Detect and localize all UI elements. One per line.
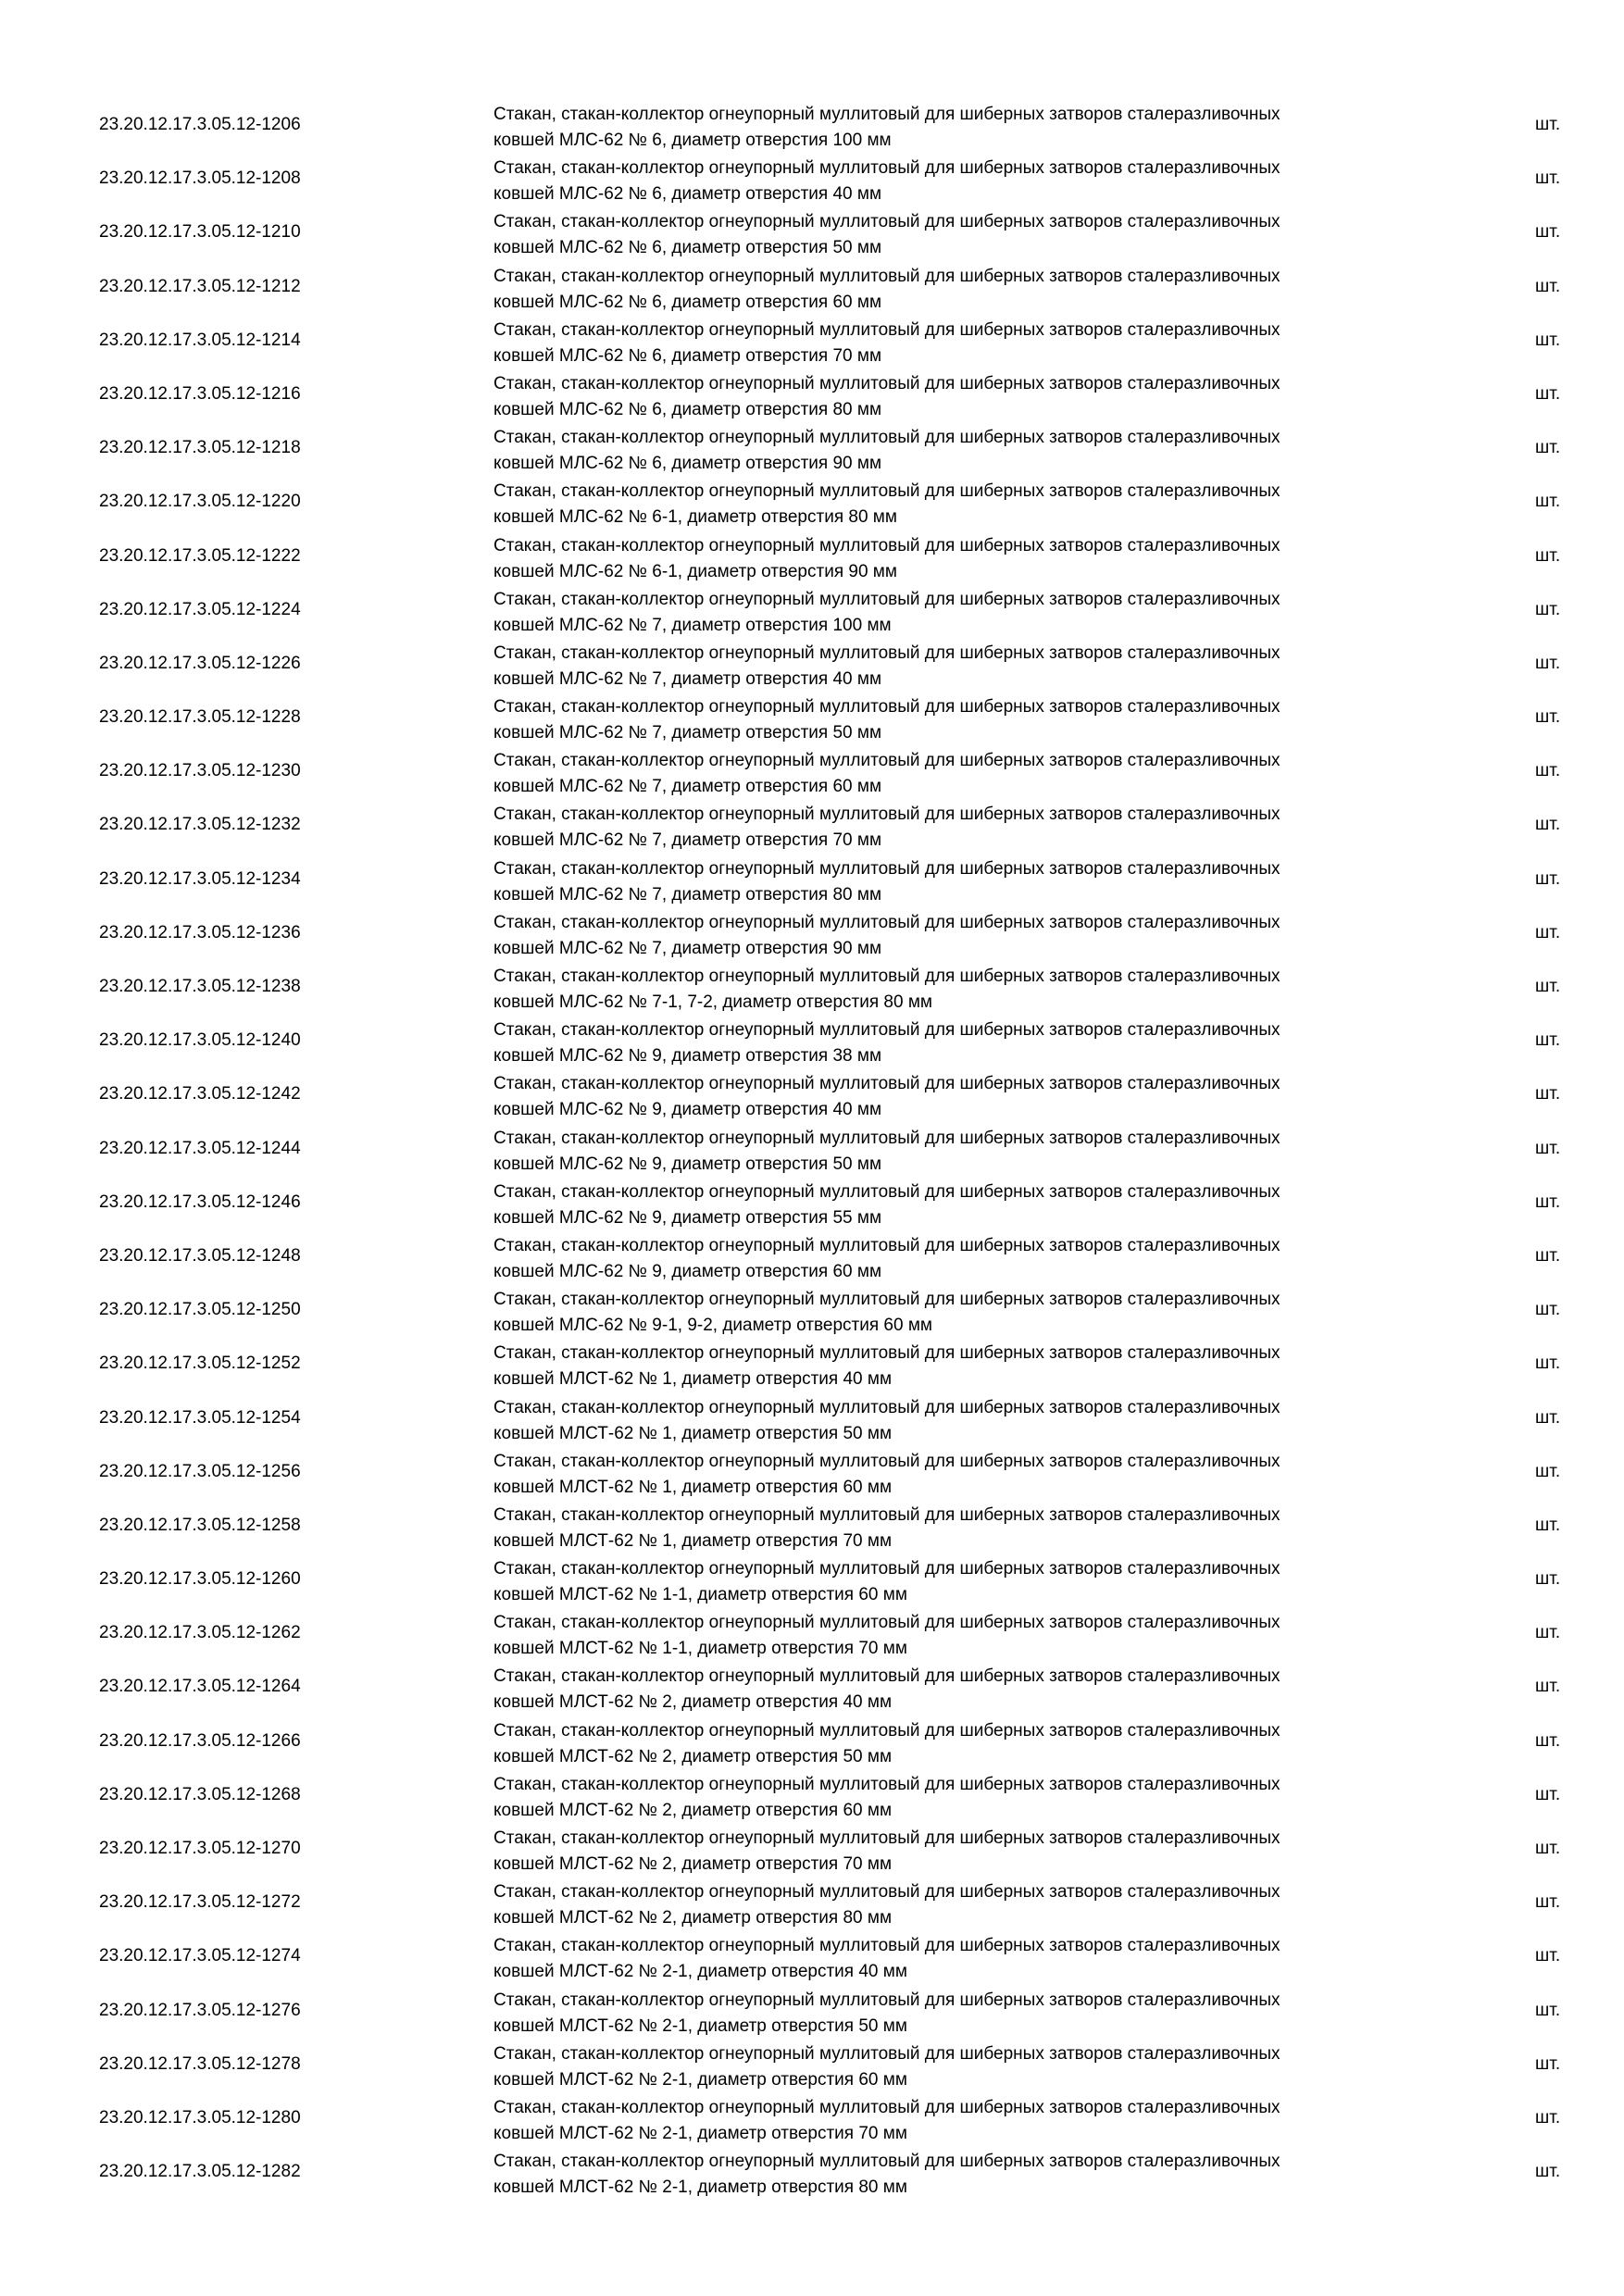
- item-code: 23.20.12.17.3.05.12-1222: [99, 545, 301, 566]
- table-row: [0, 2040, 1624, 2093]
- table-row: [0, 1285, 1624, 1339]
- table-row: [0, 1770, 1624, 1824]
- description-line: ковшей МЛС-62 № 6, диаметр отверстия 80 мм: [493, 399, 882, 419]
- item-description: [493, 856, 1419, 908]
- description-line: ковшей МЛСТ-62 № 2, диаметр отверстия 40 мм: [493, 1692, 893, 1713]
- item-unit: шт.: [1535, 115, 1561, 134]
- item-code: 23.20.12.17.3.05.12-1248: [99, 1245, 301, 1266]
- description-line: ковшей МЛС-62 № 9, диаметр отверстия 38 мм: [493, 1046, 882, 1067]
- item-code: 23.20.12.17.3.05.12-1230: [99, 761, 301, 781]
- table-row: [0, 693, 1624, 746]
- description-line: Стакан, стакан-коллектор огнеупорный муллитовый для шиберных затворов сталеразливочных: [493, 697, 1280, 718]
- item-unit: шт.: [1535, 1245, 1561, 1266]
- item-unit: шт.: [1535, 1084, 1561, 1104]
- description-line: ковшей МЛСТ-62 № 2-1, диаметр отверстия 40 мм: [493, 1962, 907, 1982]
- table-row: [0, 1178, 1624, 1231]
- item-unit: шт.: [1535, 761, 1561, 781]
- description-line: ковшей МЛС-62 № 7, диаметр отверстия 40 мм: [493, 668, 882, 689]
- table-row: [0, 423, 1624, 477]
- item-code: 23.20.12.17.3.05.12-1272: [99, 1892, 301, 1913]
- item-unit: шт.: [1535, 1461, 1561, 1481]
- description-line: Стакан, стакан-коллектор огнеупорный муллитовый для шиберных затворов сталеразливочных: [493, 373, 1280, 393]
- table-row: [0, 1231, 1624, 1285]
- description-line: ковшей МЛС-62 № 7, диаметр отверстия 100 мм: [493, 615, 892, 635]
- item-description: [493, 425, 1419, 477]
- item-unit: шт.: [1535, 1138, 1561, 1158]
- description-line: Стакан, стакан-коллектор огнеупорный муллитовый для шиберных затворов сталеразливочных: [493, 1774, 1280, 1794]
- description-line: Стакан, стакан-коллектор огнеупорный муллитовый для шиберных затворов сталеразливочных: [493, 967, 1280, 986]
- description-line: ковшей МЛС-62 № 6, диаметр отверстия 90 мм: [493, 454, 882, 474]
- item-description: [493, 102, 1419, 154]
- item-code: 23.20.12.17.3.05.12-1262: [99, 1623, 301, 1643]
- description-line: Стакан, стакан-коллектор огнеупорный муллитовый для шиберных затворов сталеразливочных: [493, 805, 1280, 825]
- table-row: [0, 1554, 1624, 1608]
- item-unit: шт.: [1535, 1839, 1561, 1858]
- price-table: [0, 100, 1624, 2201]
- item-code: 23.20.12.17.3.05.12-1238: [99, 977, 301, 996]
- description-line: Стакан, стакан-коллектор огнеупорный муллитовый для шиберных затворов сталеразливочных: [493, 1504, 1280, 1525]
- description-line: Стакан, стакан-коллектор огнеупорный муллитовый для шиберных затворов сталеразливочных: [493, 1235, 1280, 1255]
- table-row: [0, 369, 1624, 423]
- item-code: 23.20.12.17.3.05.12-1254: [99, 1407, 301, 1428]
- table-row: [0, 1501, 1624, 1554]
- item-description: [493, 533, 1419, 585]
- item-unit: шт.: [1535, 1946, 1561, 1966]
- item-description: [493, 748, 1419, 800]
- description-line: Стакан, стакан-коллектор огнеупорный муллитовый для шиберных затворов сталеразливочных: [493, 1020, 1280, 1041]
- description-line: Стакан, стакан-коллектор огнеупорный муллитовый для шиберных затворов сталеразливочных: [493, 1720, 1280, 1741]
- table-row: [0, 100, 1624, 154]
- item-description: [493, 1395, 1419, 1447]
- description-line: ковшей МЛС-62 № 9, диаметр отверстия 60 мм: [493, 1261, 882, 1281]
- item-code: 23.20.12.17.3.05.12-1210: [99, 222, 301, 243]
- table-row: [0, 1878, 1624, 1931]
- item-code: 23.20.12.17.3.05.12-1242: [99, 1084, 301, 1104]
- item-description: [493, 694, 1419, 746]
- item-description: [493, 964, 1419, 1016]
- description-line: ковшей МЛСТ-62 № 2-1, диаметр отверстия 50 мм: [493, 2015, 907, 2036]
- item-code: 23.20.12.17.3.05.12-1212: [99, 276, 301, 296]
- item-description: [493, 1988, 1419, 2040]
- item-unit: шт.: [1535, 330, 1561, 350]
- item-description: [493, 371, 1419, 423]
- description-line: Стакан, стакан-коллектор огнеупорный муллитовый для шиберных затворов сталеразливочных: [493, 1074, 1280, 1094]
- description-line: ковшей МЛС-62 № 7, диаметр отверстия 80 мм: [493, 884, 882, 905]
- item-description: [493, 1664, 1419, 1716]
- item-unit: шт.: [1535, 977, 1561, 996]
- table-row: [0, 1124, 1624, 1178]
- item-code: 23.20.12.17.3.05.12-1234: [99, 868, 301, 889]
- item-unit: шт.: [1535, 1407, 1561, 1428]
- item-description: [493, 209, 1419, 261]
- description-line: ковшей МЛСТ-62 № 1, диаметр отверстия 70 мм: [493, 1530, 893, 1551]
- description-line: ковшей МЛСТ-62 № 2, диаметр отверстия 60 мм: [493, 1800, 893, 1820]
- description-line: ковшей МЛСТ-62 № 1-1, диаметр отверстия 70 мм: [493, 1639, 907, 1659]
- item-unit: шт.: [1535, 276, 1561, 296]
- item-unit: шт.: [1535, 2053, 1561, 2074]
- description-line: ковшей МЛС-62 № 7, диаметр отверстия 60 мм: [493, 777, 882, 797]
- description-line: Стакан, стакан-коллектор огнеупорный муллитовый для шиберных затворов сталеразливочных: [493, 1397, 1280, 1417]
- description-line: Стакан, стакан-коллектор огнеупорный муллитовый для шиберных затворов сталеразливочных: [493, 481, 1280, 502]
- item-unit: шт.: [1535, 922, 1561, 942]
- item-code: 23.20.12.17.3.05.12-1224: [99, 599, 301, 619]
- description-line: Стакан, стакан-коллектор огнеупорный муллитовый для шиберных затворов сталеразливочных: [493, 1828, 1280, 1848]
- description-line: ковшей МЛС-62 № 6, диаметр отверстия 40 мм: [493, 184, 882, 205]
- description-line: ковшей МЛС-62 № 9, диаметр отверстия 40 мм: [493, 1100, 882, 1120]
- table-row: [0, 962, 1624, 1016]
- item-code: 23.20.12.17.3.05.12-1280: [99, 2107, 301, 2128]
- description-line: ковшей МЛС-62 № 9-1, 9-2, диаметр отверстия 60 мм: [493, 1316, 932, 1336]
- item-description: [493, 2149, 1419, 2201]
- item-description: [493, 1933, 1419, 1985]
- item-unit: шт.: [1535, 168, 1561, 189]
- table-row: [0, 477, 1624, 530]
- item-unit: шт.: [1535, 1569, 1561, 1590]
- item-code: 23.20.12.17.3.05.12-1226: [99, 653, 301, 673]
- item-code: 23.20.12.17.3.05.12-1246: [99, 1192, 301, 1212]
- item-unit: шт.: [1535, 1515, 1561, 1535]
- item-code: 23.20.12.17.3.05.12-1260: [99, 1569, 301, 1590]
- item-description: [493, 1071, 1419, 1123]
- item-unit: шт.: [1535, 2107, 1561, 2128]
- item-description: [493, 1179, 1419, 1231]
- item-description: [493, 479, 1419, 530]
- description-line: ковшей МЛСТ-62 № 2-1, диаметр отверстия 70 мм: [493, 2123, 907, 2143]
- table-row: [0, 639, 1624, 693]
- item-description: [493, 1233, 1419, 1285]
- item-code: 23.20.12.17.3.05.12-1250: [99, 1300, 301, 1320]
- item-description: [493, 2095, 1419, 2147]
- table-row: [0, 1716, 1624, 1770]
- description-line: Стакан, стакан-коллектор огнеупорный муллитовый для шиберных затворов сталеразливочных: [493, 858, 1280, 879]
- item-description: [493, 587, 1419, 639]
- item-unit: шт.: [1535, 492, 1561, 512]
- table-row: [0, 800, 1624, 854]
- table-row: [0, 1393, 1624, 1447]
- item-description: [493, 156, 1419, 207]
- item-unit: шт.: [1535, 1730, 1561, 1751]
- item-code: 23.20.12.17.3.05.12-1264: [99, 1677, 301, 1697]
- item-unit: шт.: [1535, 815, 1561, 835]
- table-row: [0, 1016, 1624, 1069]
- description-line: Стакан, стакан-коллектор огнеупорный муллитовый для шиберных затворов сталеразливочных: [493, 1451, 1280, 1471]
- description-line: Стакан, стакан-коллектор огнеупорный муллитовый для шиберных затворов сталеразливочных: [493, 1613, 1280, 1633]
- table-row: [0, 908, 1624, 962]
- table-row: [0, 1931, 1624, 1985]
- description-line: Стакан, стакан-коллектор огнеупорный муллитовый для шиберных затворов сталеразливочных: [493, 158, 1280, 179]
- item-unit: шт.: [1535, 868, 1561, 889]
- table-row: [0, 1824, 1624, 1878]
- description-line: ковшей МЛСТ-62 № 1, диаметр отверстия 60 мм: [493, 1477, 893, 1497]
- item-code: 23.20.12.17.3.05.12-1278: [99, 2053, 301, 2074]
- description-line: ковшей МЛСТ-62 № 2, диаметр отверстия 80 мм: [493, 1908, 893, 1928]
- table-row: [0, 154, 1624, 207]
- item-code: 23.20.12.17.3.05.12-1270: [99, 1839, 301, 1858]
- table-row: [0, 207, 1624, 261]
- description-line: ковшей МЛС-62 № 6, диаметр отверстия 50 мм: [493, 238, 882, 258]
- item-code: 23.20.12.17.3.05.12-1232: [99, 815, 301, 835]
- table-row: [0, 1339, 1624, 1392]
- description-line: ковшей МЛСТ-62 № 1, диаметр отверстия 50 мм: [493, 1423, 893, 1443]
- item-code: 23.20.12.17.3.05.12-1244: [99, 1138, 301, 1158]
- item-code: 23.20.12.17.3.05.12-1220: [99, 492, 301, 512]
- description-line: Стакан, стакан-коллектор огнеупорный муллитовый для шиберных затворов сталеразливочных: [493, 2043, 1280, 2064]
- description-line: ковшей МЛСТ-62 № 1, диаметр отверстия 40 мм: [493, 1369, 893, 1390]
- item-description: [493, 1017, 1419, 1069]
- description-line: Стакан, стакан-коллектор огнеупорный муллитовый для шиберных затворов сталеразливочных: [493, 1666, 1280, 1687]
- item-unit: шт.: [1535, 222, 1561, 243]
- description-line: ковшей МЛС-62 № 9, диаметр отверстия 55 мм: [493, 1207, 882, 1228]
- item-description: [493, 1826, 1419, 1878]
- item-code: 23.20.12.17.3.05.12-1208: [99, 168, 301, 189]
- table-row: [0, 262, 1624, 316]
- description-line: Стакан, стакан-коллектор огнеупорный муллитовый для шиберных затворов сталеразливочных: [493, 1128, 1280, 1148]
- item-code: 23.20.12.17.3.05.12-1276: [99, 2000, 301, 2020]
- description-line: Стакан, стакан-коллектор огнеупорный муллитовый для шиберных затворов сталеразливочных: [493, 2097, 1280, 2117]
- description-line: ковшей МЛС-62 № 7, диаметр отверстия 90 мм: [493, 938, 882, 958]
- description-line: ковшей МЛС-62 № 6, диаметр отверстия 70 мм: [493, 345, 882, 366]
- item-description: [493, 1287, 1419, 1339]
- item-description: [493, 1449, 1419, 1501]
- description-line: Стакан, стакан-коллектор огнеупорный муллитовый для шиберных затворов сталеразливочных: [493, 1559, 1280, 1579]
- item-description: [493, 318, 1419, 369]
- item-description: [493, 641, 1419, 693]
- table-row: [0, 1447, 1624, 1501]
- description-line: ковшей МЛС-62 № 6, диаметр отверстия 60 мм: [493, 292, 882, 312]
- item-code: 23.20.12.17.3.05.12-1268: [99, 1784, 301, 1804]
- description-line: ковшей МЛС-62 № 7, диаметр отверстия 70 мм: [493, 830, 882, 851]
- description-line: Стакан, стакан-коллектор огнеупорный муллитовый для шиберных затворов сталеразливочных: [493, 751, 1280, 771]
- description-line: ковшей МЛС-62 № 6-1, диаметр отверстия 80 мм: [493, 507, 897, 528]
- item-description: [493, 1341, 1419, 1392]
- item-description: [493, 1772, 1419, 1824]
- item-code: 23.20.12.17.3.05.12-1274: [99, 1946, 301, 1966]
- item-unit: шт.: [1535, 1192, 1561, 1212]
- table-row: [0, 1069, 1624, 1123]
- item-code: 23.20.12.17.3.05.12-1218: [99, 438, 301, 458]
- description-line: Стакан, стакан-коллектор огнеупорный муллитовый для шиберных затворов сталеразливочных: [493, 428, 1280, 448]
- item-description: [493, 910, 1419, 962]
- item-code: 23.20.12.17.3.05.12-1228: [99, 707, 301, 728]
- item-description: [493, 802, 1419, 854]
- description-line: ковшей МЛСТ-62 № 2, диаметр отверстия 70 мм: [493, 1854, 893, 1874]
- item-unit: шт.: [1535, 707, 1561, 728]
- description-line: Стакан, стакан-коллектор огнеупорный муллитовый для шиберных затворов сталеразливочных: [493, 266, 1280, 286]
- description-line: Стакан, стакан-коллектор огнеупорный муллитовый для шиберных затворов сталеразливочных: [493, 319, 1280, 340]
- item-unit: шт.: [1535, 2162, 1561, 2182]
- item-code: 23.20.12.17.3.05.12-1256: [99, 1461, 301, 1481]
- item-unit: шт.: [1535, 383, 1561, 404]
- item-unit: шт.: [1535, 653, 1561, 673]
- item-unit: шт.: [1535, 1784, 1561, 1804]
- item-description: [493, 1556, 1419, 1608]
- item-unit: шт.: [1535, 1623, 1561, 1643]
- description-line: Стакан, стакан-коллектор огнеупорный муллитовый для шиберных затворов сталеразливочных: [493, 1290, 1280, 1310]
- description-line: ковшей МЛСТ-62 № 1-1, диаметр отверстия 60 мм: [493, 1585, 907, 1605]
- description-line: Стакан, стакан-коллектор огнеупорный муллитовый для шиберных затворов сталеразливочных: [493, 1343, 1280, 1364]
- description-line: ковшей МЛСТ-62 № 2-1, диаметр отверстия 80 мм: [493, 2177, 907, 2198]
- item-unit: шт.: [1535, 1677, 1561, 1697]
- item-description: [493, 264, 1419, 316]
- table-row: [0, 531, 1624, 585]
- item-unit: шт.: [1535, 1300, 1561, 1320]
- description-line: Стакан, стакан-коллектор огнеупорный муллитовый для шиберных затворов сталеразливочных: [493, 2152, 1280, 2172]
- item-unit: шт.: [1535, 1354, 1561, 1374]
- item-code: 23.20.12.17.3.05.12-1282: [99, 2162, 301, 2182]
- item-code: 23.20.12.17.3.05.12-1214: [99, 330, 301, 350]
- table-row: [0, 1662, 1624, 1716]
- item-code: 23.20.12.17.3.05.12-1216: [99, 383, 301, 404]
- item-description: [493, 1503, 1419, 1554]
- description-line: ковшей МЛС-62 № 7-1, 7-2, диаметр отверстия 80 мм: [493, 992, 932, 1012]
- item-code: 23.20.12.17.3.05.12-1236: [99, 922, 301, 942]
- item-unit: шт.: [1535, 2000, 1561, 2020]
- item-code: 23.20.12.17.3.05.12-1240: [99, 1030, 301, 1051]
- item-description: [493, 1879, 1419, 1931]
- item-unit: шт.: [1535, 1030, 1561, 1051]
- table-row: [0, 1986, 1624, 2040]
- table-row: [0, 2093, 1624, 2147]
- item-description: [493, 1126, 1419, 1178]
- item-unit: шт.: [1535, 545, 1561, 566]
- item-code: 23.20.12.17.3.05.12-1252: [99, 1354, 301, 1374]
- description-line: Стакан, стакан-коллектор огнеупорный муллитовый для шиберных затворов сталеразливочных: [493, 589, 1280, 609]
- item-unit: шт.: [1535, 599, 1561, 619]
- description-line: Стакан, стакан-коллектор огнеупорный муллитовый для шиберных затворов сталеразливочных: [493, 212, 1280, 232]
- item-code: 23.20.12.17.3.05.12-1266: [99, 1730, 301, 1751]
- item-description: [493, 2041, 1419, 2093]
- description-line: Стакан, стакан-коллектор огнеупорный муллитовый для шиберных затворов сталеразливочных: [493, 643, 1280, 663]
- description-line: Стакан, стакан-коллектор огнеупорный муллитовый для шиберных затворов сталеразливочных: [493, 1936, 1280, 1956]
- description-line: Стакан, стакан-коллектор огнеупорный муллитовый для шиберных затворов сталеразливочных: [493, 105, 1280, 124]
- description-line: ковшей МЛС-62 № 6-1, диаметр отверстия 90 мм: [493, 561, 897, 581]
- description-line: Стакан, стакан-коллектор огнеупорный муллитовый для шиберных затворов сталеразливочных: [493, 1181, 1280, 1202]
- description-line: ковшей МЛС-62 № 9, диаметр отверстия 50 мм: [493, 1154, 882, 1174]
- item-description: [493, 1610, 1419, 1662]
- description-line: Стакан, стакан-коллектор огнеупорный муллитовый для шиберных затворов сталеразливочных: [493, 912, 1280, 932]
- item-unit: шт.: [1535, 1892, 1561, 1913]
- table-row: [0, 746, 1624, 800]
- item-code: 23.20.12.17.3.05.12-1206: [99, 115, 301, 134]
- item-code: 23.20.12.17.3.05.12-1258: [99, 1515, 301, 1535]
- item-unit: шт.: [1535, 438, 1561, 458]
- description-line: Стакан, стакан-коллектор огнеупорный муллитовый для шиберных затворов сталеразливочных: [493, 535, 1280, 555]
- item-description: [493, 1718, 1419, 1770]
- description-line: Стакан, стакан-коллектор огнеупорный муллитовый для шиберных затворов сталеразливочных: [493, 1882, 1280, 1903]
- description-line: Стакан, стакан-коллектор огнеупорный муллитовый для шиберных затворов сталеразливочных: [493, 1990, 1280, 2010]
- table-row: [0, 585, 1624, 639]
- description-line: ковшей МЛСТ-62 № 2, диаметр отверстия 50 мм: [493, 1746, 893, 1766]
- description-line: ковшей МЛСТ-62 № 2-1, диаметр отверстия 60 мм: [493, 2069, 907, 2090]
- table-row: [0, 2147, 1624, 2201]
- table-row: [0, 1608, 1624, 1662]
- description-line: ковшей МЛС-62 № 7, диаметр отверстия 50 мм: [493, 723, 882, 743]
- table-row: [0, 855, 1624, 908]
- description-line: ковшей МЛС-62 № 6, диаметр отверстия 100 мм: [493, 131, 892, 150]
- table-row: [0, 316, 1624, 369]
